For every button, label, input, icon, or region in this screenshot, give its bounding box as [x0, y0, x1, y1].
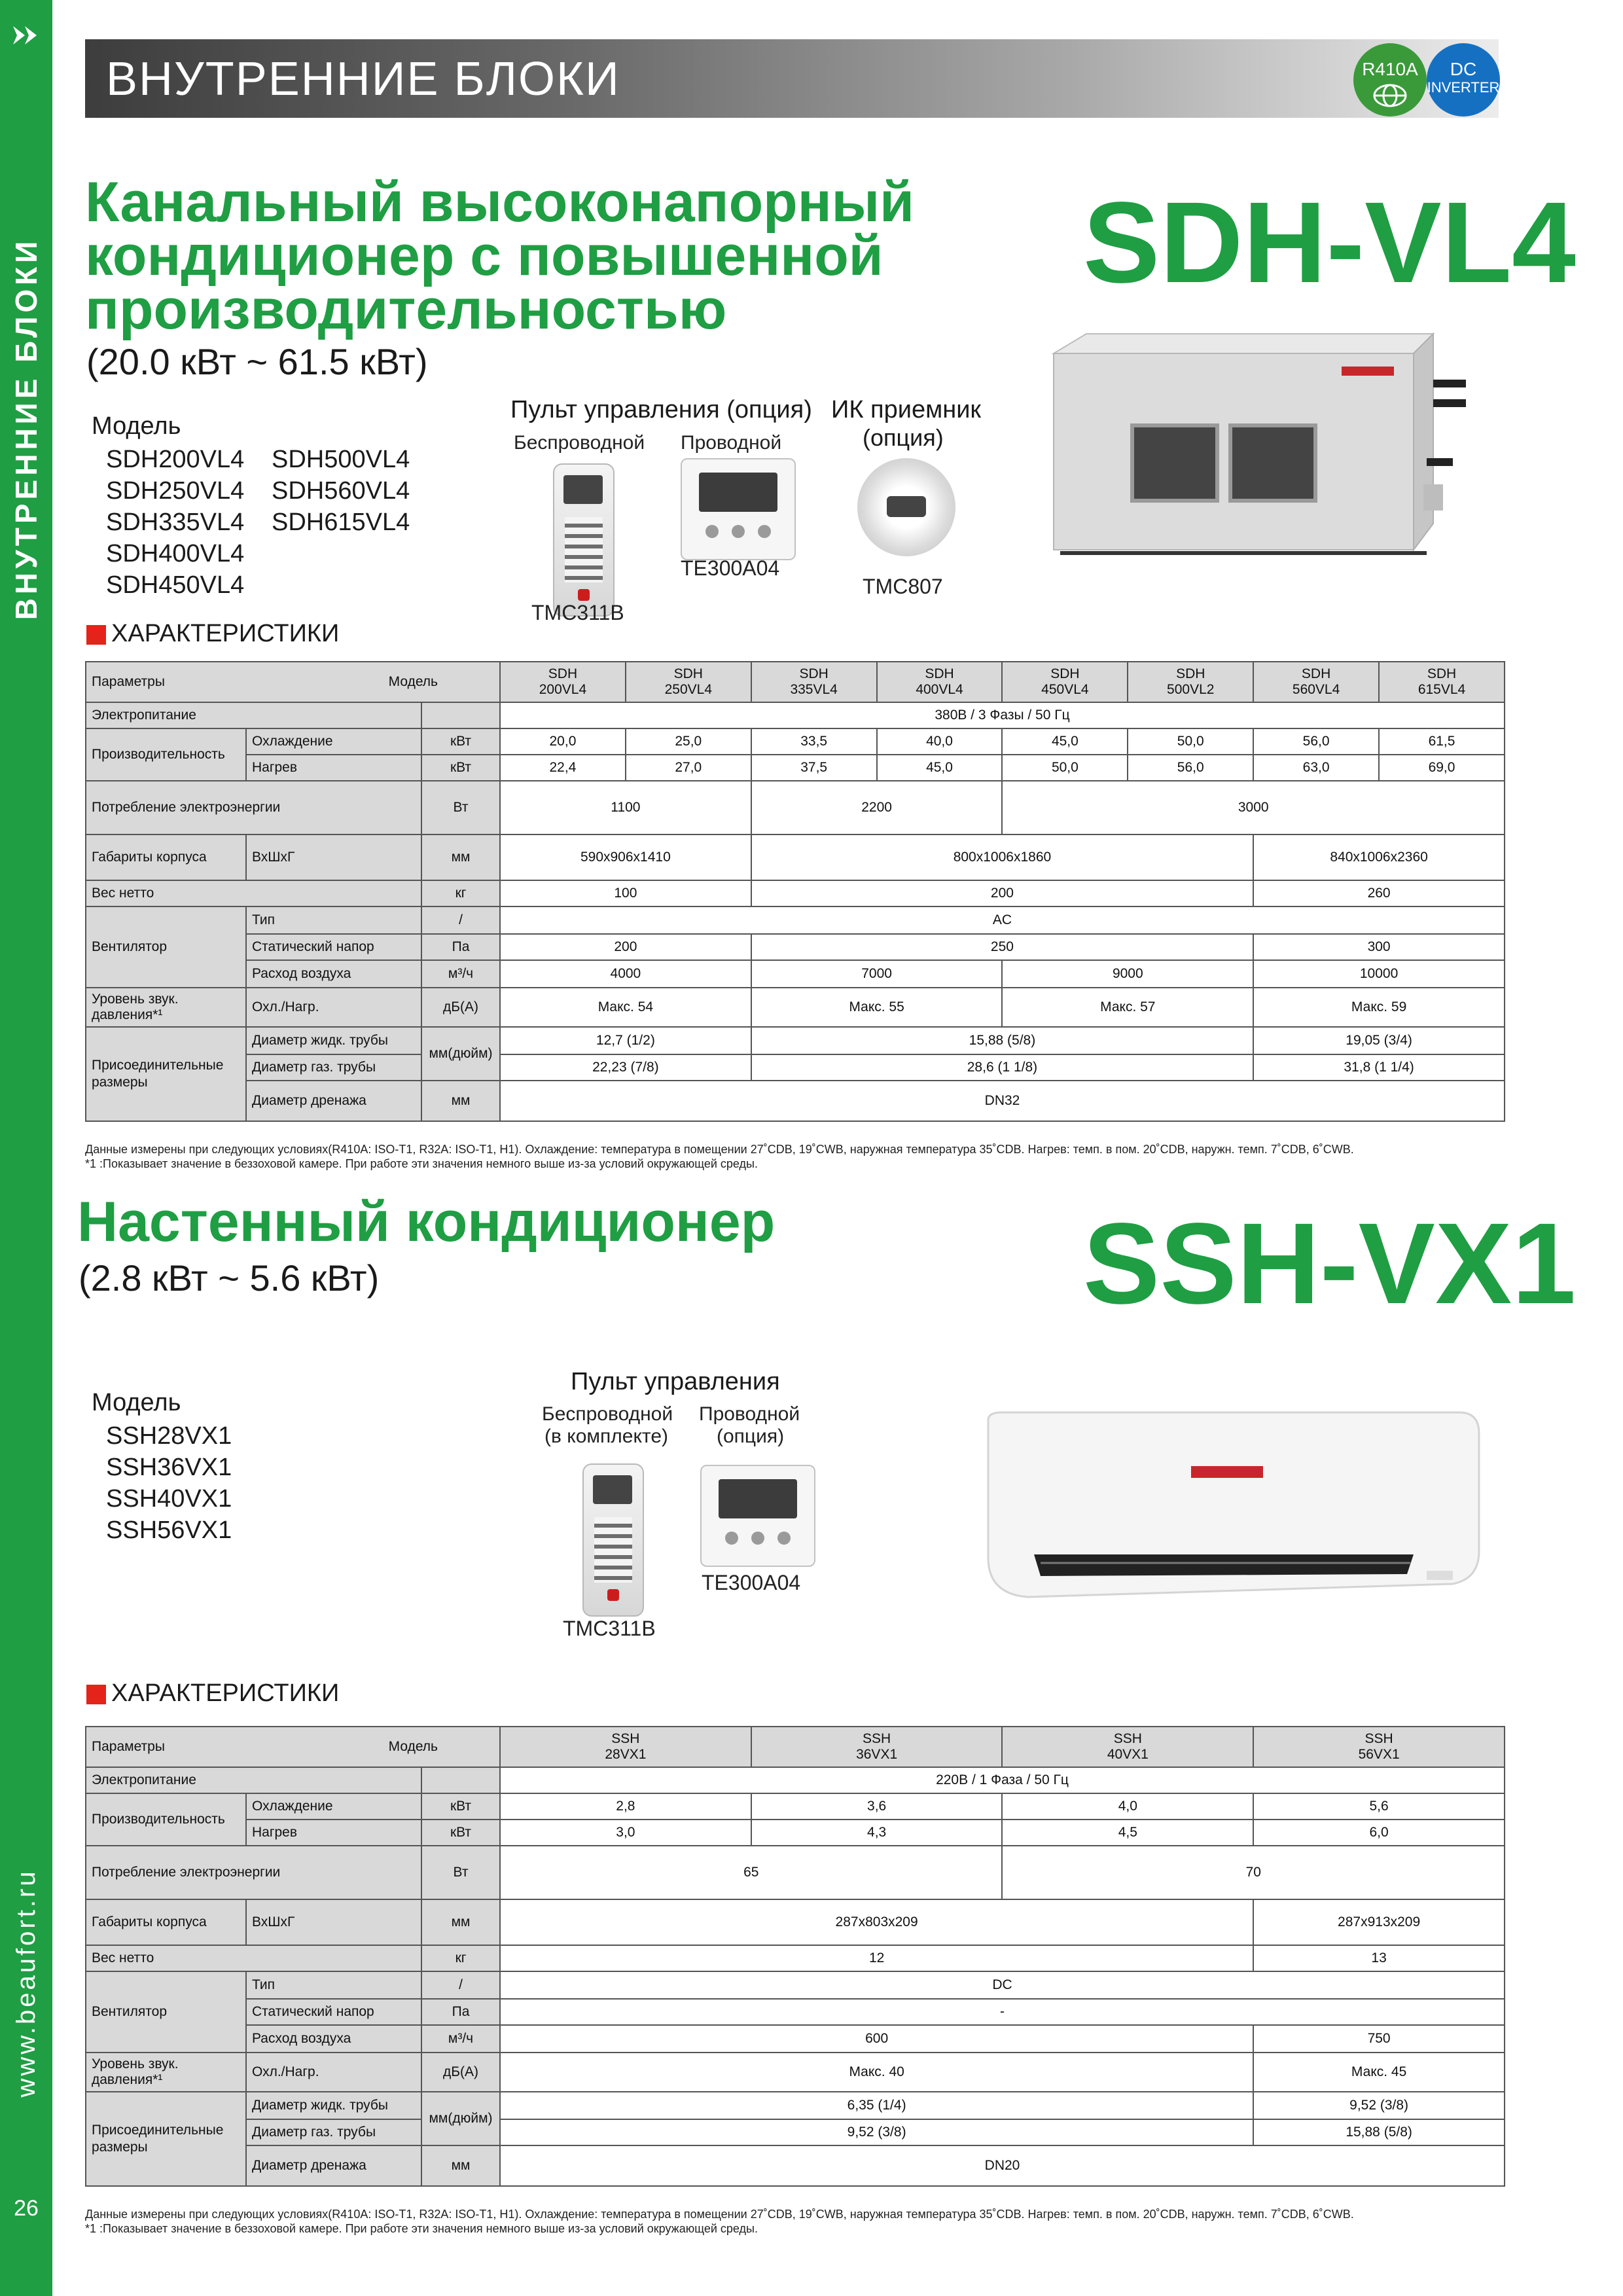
unit-cell: кВт	[421, 728, 500, 755]
unit-cell: м³/ч	[421, 2025, 500, 2053]
unit-cell: Вт	[421, 781, 500, 834]
section1-spec-table	[85, 661, 1505, 1122]
section1-title-line: Канальный высоконапорный	[85, 171, 914, 234]
value-cell: 12	[500, 1945, 1253, 1971]
value-cell: 200	[751, 880, 1253, 906]
note-line: *1 :Показывает значение в беззоховой камере. При работе эти значения немного выше из-за условий окружающей среды.	[85, 2222, 758, 2235]
value-cell: 10000	[1253, 960, 1505, 988]
value-cell: 22,4	[500, 755, 626, 781]
model-item: SSH40VX1	[106, 1485, 232, 1513]
row-label: Габариты корпуса	[86, 834, 246, 880]
section2-note	[85, 2207, 1354, 2236]
unit-cell: дБ(А)	[421, 988, 500, 1027]
value-cell: 200	[500, 934, 751, 960]
model-cell-line: 400VL4	[916, 682, 963, 697]
unit-cell: кг	[421, 880, 500, 906]
unit-cell: мм(дюйм)	[421, 2092, 500, 2145]
value-cell: 2200	[751, 781, 1003, 834]
value-cell: 1100	[500, 781, 751, 834]
section2-wireless-line2: (в комплекте)	[544, 1426, 669, 1447]
unit-cell	[421, 702, 500, 728]
model-cell	[1253, 1727, 1505, 1767]
table-row	[86, 728, 1505, 755]
value-cell: 19,05 (3/4)	[1253, 1027, 1505, 1054]
value-cell: 27,0	[626, 755, 751, 781]
value-cell: 9000	[1002, 960, 1253, 988]
section1-ir-title-line1: ИК приемник	[831, 396, 982, 423]
sub-label: Тип	[246, 906, 421, 934]
table-row	[86, 1971, 1505, 1999]
row-label: Вес нетто	[86, 1945, 421, 1971]
row-label: Уровень звук. давления*¹	[86, 2053, 246, 2092]
value-cell: DN20	[500, 2145, 1505, 2186]
model-cell-line: 335VL4	[790, 682, 838, 697]
sub-label: Тип	[246, 1971, 421, 1999]
model-item: SDH500VL4	[272, 446, 410, 473]
wall-split-unit-image	[975, 1407, 1486, 1604]
value-cell: 6,35 (1/4)	[500, 2092, 1253, 2119]
value-cell: DN32	[500, 1081, 1505, 1121]
section1-title-line: кондиционер с повышенной	[85, 224, 883, 287]
row-label: Вес нетто	[86, 880, 421, 906]
model-item: SSH28VX1	[106, 1422, 232, 1450]
section2-char-marker	[86, 1685, 106, 1704]
row-label: Электропитание	[86, 702, 421, 728]
sub-label: Нагрев	[246, 755, 421, 781]
section1-wireless-model: TMC311B	[531, 601, 624, 624]
model-cell	[626, 662, 751, 702]
unit-cell: кВт	[421, 1793, 500, 1820]
value-cell: Макс. 55	[751, 988, 1003, 1027]
table-row	[86, 1945, 1505, 1971]
value-cell: 45,0	[877, 755, 1003, 781]
value-cell: 3,0	[500, 1820, 751, 1846]
value-cell: 840x1006x2360	[1253, 834, 1505, 880]
section1-char-marker	[86, 625, 106, 645]
ir-receiver-icon	[857, 458, 955, 556]
row-label: Производительность	[86, 728, 246, 781]
table-row	[86, 662, 1505, 702]
unit-cell: мм	[421, 1899, 500, 1945]
sub-label: Статический напор	[246, 1999, 421, 2025]
table-row	[86, 1081, 1505, 1121]
table-row	[86, 1899, 1505, 1945]
value-cell: Макс. 54	[500, 988, 751, 1027]
note-line: Данные измерены при следующих условиях(R410A: ISO-T1, R32A: ISO-T1, H1). Охлаждение: температура в помещении 27˚CDB, 19˚CWB, наружная температура 35˚CDB. Нагрев: темп. в пом. 20˚CDB, наружн. темп. 7˚CDB, 6˚CWB.	[85, 2208, 1354, 2221]
section2-model-code: SSH-VX1	[1083, 1200, 1577, 1328]
model-cell	[1128, 662, 1253, 702]
model-cell	[500, 662, 626, 702]
unit-cell	[421, 1767, 500, 1793]
model-cell	[751, 1727, 1003, 1767]
unit-cell: Па	[421, 934, 500, 960]
model-cell-line: SDH	[548, 666, 578, 681]
value-cell: 56,0	[1128, 755, 1253, 781]
value-cell: 69,0	[1379, 755, 1505, 781]
section1-ir-title-line2: (опция)	[863, 424, 944, 451]
section1-capacity-range: (20.0 кВт ~ 61.5 кВт)	[86, 341, 428, 382]
table-row	[86, 2092, 1505, 2119]
value-cell: DC	[500, 1971, 1505, 1999]
model-item: SSH56VX1	[106, 1516, 232, 1544]
model-cell	[877, 662, 1003, 702]
sidebar-vertical-title: ВНУТРЕННИЕ БЛОКИ	[9, 237, 43, 620]
section2-models-label: Модель	[92, 1389, 181, 1416]
model-cell-line: 560VL4	[1292, 682, 1340, 697]
model-cell	[751, 662, 877, 702]
model-item: SDH200VL4	[106, 446, 245, 473]
value-cell: 56,0	[1253, 728, 1379, 755]
sub-label: Диаметр дренажа	[246, 1081, 421, 1121]
section1-characteristics-label: ХАРАКТЕРИСТИКИ	[111, 620, 340, 647]
table-row	[86, 934, 1505, 960]
refrigerant-badge	[1353, 43, 1427, 117]
params-header: Параметры	[92, 1739, 165, 1754]
value-cell: 380В / 3 Фазы / 50 Гц	[500, 702, 1505, 728]
globe-icon	[1373, 84, 1407, 107]
model-cell	[500, 1727, 751, 1767]
section2-capacity-range: (2.8 кВт ~ 5.6 кВт)	[79, 1257, 380, 1299]
model-cell-line: SDH	[1050, 666, 1080, 681]
value-cell: 28,6 (1 1/8)	[751, 1054, 1253, 1081]
value-cell: Макс. 59	[1253, 988, 1505, 1027]
note-line: *1 :Показывает значение в беззоховой камере. При работе эти значения немного выше из-за условий окружающей среды.	[85, 1157, 758, 1170]
section1-title	[85, 171, 1067, 341]
model-item: SDH400VL4	[106, 540, 245, 567]
sub-label: ВхШхГ	[246, 1899, 421, 1945]
section1-ir-model: TMC807	[863, 575, 943, 598]
model-item: SDH560VL4	[272, 477, 410, 505]
table-row	[86, 1793, 1505, 1820]
value-cell: 33,5	[751, 728, 877, 755]
section1-wired-label: Проводной	[681, 432, 782, 454]
model-item: SDH250VL4	[106, 477, 245, 505]
section2-wireless-model: TMC311B	[563, 1617, 656, 1640]
value-cell: Макс. 45	[1253, 2053, 1505, 2092]
model-cell-line: 615VL4	[1418, 682, 1466, 697]
model-cell-line: SDH	[1301, 666, 1331, 681]
params-header: Параметры	[92, 674, 165, 689]
value-cell: 63,0	[1253, 755, 1379, 781]
sub-label: Охлаждение	[246, 728, 421, 755]
value-cell: Макс. 40	[500, 2053, 1253, 2092]
value-cell: Макс. 57	[1002, 988, 1253, 1027]
model-cell-line: 450VL4	[1041, 682, 1089, 697]
table-row	[86, 781, 1505, 834]
value-cell: 5,6	[1253, 1793, 1505, 1820]
table-row	[86, 1846, 1505, 1899]
row-label: Производительность	[86, 1793, 246, 1846]
value-cell: 15,88 (5/8)	[751, 1027, 1253, 1054]
row-label: Присоединительные размеры	[86, 1027, 246, 1121]
section1-models-label: Модель	[92, 412, 181, 440]
unit-cell: Вт	[421, 1846, 500, 1899]
value-cell: 61,5	[1379, 728, 1505, 755]
value-cell: 287x913x209	[1253, 1899, 1505, 1945]
section2-spec-table	[85, 1726, 1505, 2187]
model-cell	[1379, 662, 1505, 702]
value-cell: 600	[500, 2025, 1253, 2053]
table-row	[86, 834, 1505, 880]
row-label: Габариты корпуса	[86, 1899, 246, 1945]
wireless-remote-icon	[553, 463, 615, 617]
value-cell: 750	[1253, 2025, 1505, 2053]
value-cell: 50,0	[1002, 755, 1128, 781]
section1-wired-model: TE300A04	[681, 556, 780, 580]
row-label: Потребление электроэнергии	[86, 781, 421, 834]
model-header: Модель	[388, 1739, 438, 1754]
sub-label: Диаметр жидк. трубы	[246, 1027, 421, 1054]
table-row	[86, 1767, 1505, 1793]
model-cell-line: SSH	[1364, 1731, 1393, 1746]
table-row	[86, 2025, 1505, 2053]
section1-models-col2	[272, 444, 410, 538]
brand-arrows-icon	[12, 24, 43, 47]
model-cell-line: 56VX1	[1358, 1747, 1400, 1762]
params-header-cell	[86, 1727, 500, 1767]
value-cell: AC	[500, 906, 1505, 934]
sub-label: Диаметр жидк. трубы	[246, 2092, 421, 2119]
model-item: SDH615VL4	[272, 509, 410, 536]
sub-label: Статический напор	[246, 934, 421, 960]
note-line: Данные измерены при следующих условиях(R410A: ISO-T1, R32A: ISO-T1, H1). Охлаждение: температура в помещении 27˚CDB, 19˚CWB, наружная температура 35˚CDB. Нагрев: темп. в пом. 20˚CDB, наружн. темп. 7˚CDB, 6˚CWB.	[85, 1143, 1354, 1156]
refrigerant-badge-text: R410A	[1362, 59, 1418, 79]
table-row	[86, 906, 1505, 934]
unit-cell: мм	[421, 2145, 500, 2186]
model-cell-line: SDH	[799, 666, 829, 681]
sub-label: Охлаждение	[246, 1793, 421, 1820]
model-header: Модель	[388, 674, 438, 689]
value-cell: 220В / 1 Фаза / 50 Гц	[500, 1767, 1505, 1793]
sub-label: ВхШхГ	[246, 834, 421, 880]
sub-label: Охл./Нагр.	[246, 988, 421, 1027]
sub-label: Диаметр газ. трубы	[246, 1054, 421, 1081]
section1-model-code: SDH-VL4	[1083, 179, 1576, 307]
row-label: Уровень звук. давления*¹	[86, 988, 246, 1027]
table-row	[86, 1727, 1505, 1767]
value-cell: 37,5	[751, 755, 877, 781]
value-cell: 300	[1253, 934, 1505, 960]
value-cell: 3000	[1002, 781, 1505, 834]
wired-remote-icon	[681, 458, 796, 560]
model-cell-line: 250VL4	[664, 682, 712, 697]
model-cell	[1253, 662, 1379, 702]
value-cell: 2,8	[500, 1793, 751, 1820]
value-cell: 15,88 (5/8)	[1253, 2119, 1505, 2145]
row-label: Присоединительные размеры	[86, 2092, 246, 2186]
model-cell-line: SDH	[925, 666, 954, 681]
value-cell: 20,0	[500, 728, 626, 755]
value-cell: 9,52 (3/8)	[1253, 2092, 1505, 2119]
row-label: Вентилятор	[86, 906, 246, 988]
wireless-remote-icon	[582, 1463, 644, 1617]
sidebar-website[interactable]: www.beaufort.ru	[12, 1869, 41, 2098]
value-cell: -	[500, 1999, 1505, 2025]
section2-wired-line2: (опция)	[717, 1426, 785, 1447]
section1-wireless-label: Беспроводной	[514, 432, 645, 454]
table-row	[86, 1054, 1505, 1081]
model-cell-line: SSH	[1113, 1731, 1142, 1746]
unit-cell: /	[421, 906, 500, 934]
value-cell: 31,8 (1 1/4)	[1253, 1054, 1505, 1081]
value-cell: 4,3	[751, 1820, 1003, 1846]
model-cell-line: SDH	[673, 666, 703, 681]
table-row	[86, 2053, 1505, 2092]
wired-remote-icon	[700, 1465, 815, 1567]
model-cell-line: SDH	[1176, 666, 1205, 681]
value-cell: 70	[1002, 1846, 1505, 1899]
value-cell: 250	[751, 934, 1253, 960]
value-cell: 4,5	[1002, 1820, 1253, 1846]
table-row	[86, 960, 1505, 988]
section2-wired-model: TE300A04	[702, 1571, 801, 1594]
table-row	[86, 755, 1505, 781]
value-cell: 590x906x1410	[500, 834, 751, 880]
params-header-cell	[86, 662, 500, 702]
model-cell	[1002, 662, 1128, 702]
table-row	[86, 1027, 1505, 1054]
value-cell: 100	[500, 880, 751, 906]
value-cell: 40,0	[877, 728, 1003, 755]
dc-badge-line2: INVERTER	[1427, 79, 1500, 96]
section2-characteristics-label: ХАРАКТЕРИСТИКИ	[111, 1679, 340, 1707]
section1-models-col1	[106, 444, 244, 601]
section1-note	[85, 1142, 1354, 1171]
section1-remote-title: Пульт управления (опция)	[510, 396, 812, 423]
model-cell-line: 500VL2	[1167, 682, 1215, 697]
sub-label: Расход воздуха	[246, 960, 421, 988]
unit-cell: мм(дюйм)	[421, 1027, 500, 1081]
model-cell-line: 36VX1	[856, 1747, 898, 1762]
model-cell-line: SDH	[1427, 666, 1457, 681]
section2-remote-title: Пульт управления	[571, 1368, 780, 1395]
value-cell: 7000	[751, 960, 1003, 988]
value-cell: 4,0	[1002, 1793, 1253, 1820]
sub-label: Нагрев	[246, 1820, 421, 1846]
table-row	[86, 1820, 1505, 1846]
value-cell: 800x1006x1860	[751, 834, 1253, 880]
dc-badge-line1: DC	[1450, 59, 1477, 79]
value-cell: 50,0	[1128, 728, 1253, 755]
value-cell: 287x803x209	[500, 1899, 1253, 1945]
unit-cell: кг	[421, 1945, 500, 1971]
value-cell: 13	[1253, 1945, 1505, 1971]
value-cell: 25,0	[626, 728, 751, 755]
value-cell: 12,7 (1/2)	[500, 1027, 751, 1054]
model-item: SDH450VL4	[106, 571, 245, 599]
sub-label: Диаметр газ. трубы	[246, 2119, 421, 2145]
section2-models-list	[106, 1420, 232, 1546]
value-cell: 4000	[500, 960, 751, 988]
unit-cell: дБ(А)	[421, 2053, 500, 2092]
sub-label: Расход воздуха	[246, 2025, 421, 2053]
section2-title: Настенный кондиционер	[77, 1191, 776, 1253]
unit-cell: Па	[421, 1999, 500, 2025]
dc-inverter-badge	[1427, 43, 1500, 117]
model-cell-line: SSH	[611, 1731, 640, 1746]
table-row	[86, 702, 1505, 728]
value-cell: 9,52 (3/8)	[500, 2119, 1253, 2145]
table-row	[86, 2119, 1505, 2145]
unit-cell: мм	[421, 1081, 500, 1121]
model-cell-line: SSH	[863, 1731, 891, 1746]
value-cell: 22,23 (7/8)	[500, 1054, 751, 1081]
unit-cell: /	[421, 1971, 500, 1999]
value-cell: 45,0	[1002, 728, 1128, 755]
model-cell-line: 200VL4	[539, 682, 587, 697]
model-item: SSH36VX1	[106, 1454, 232, 1481]
section1-title-line: производительностью	[85, 278, 727, 341]
header-title: ВНУТРЕННИЕ БЛОКИ	[106, 53, 620, 105]
section2-wireless-line1: Беспроводной	[542, 1403, 673, 1425]
value-cell: 3,6	[751, 1793, 1003, 1820]
row-label: Потребление электроэнергии	[86, 1846, 421, 1899]
table-row	[86, 880, 1505, 906]
model-item: SDH335VL4	[106, 509, 245, 536]
section2-wired-line1: Проводной	[699, 1403, 800, 1425]
model-cell-line: 40VX1	[1107, 1747, 1149, 1762]
ducted-unit-image	[1047, 327, 1472, 563]
table-row	[86, 1999, 1505, 2025]
model-cell-line: 28VX1	[605, 1747, 647, 1762]
unit-cell: мм	[421, 834, 500, 880]
table-row	[86, 2145, 1505, 2186]
value-cell: 260	[1253, 880, 1505, 906]
row-label: Вентилятор	[86, 1971, 246, 2053]
page-number: 26	[14, 2196, 39, 2221]
row-label: Электропитание	[86, 1767, 421, 1793]
model-cell	[1002, 1727, 1253, 1767]
value-cell: 65	[500, 1846, 1002, 1899]
sub-label: Охл./Нагр.	[246, 2053, 421, 2092]
table-row	[86, 988, 1505, 1027]
unit-cell: м³/ч	[421, 960, 500, 988]
sub-label: Диаметр дренажа	[246, 2145, 421, 2186]
value-cell: 6,0	[1253, 1820, 1505, 1846]
unit-cell: кВт	[421, 755, 500, 781]
unit-cell: кВт	[421, 1820, 500, 1846]
